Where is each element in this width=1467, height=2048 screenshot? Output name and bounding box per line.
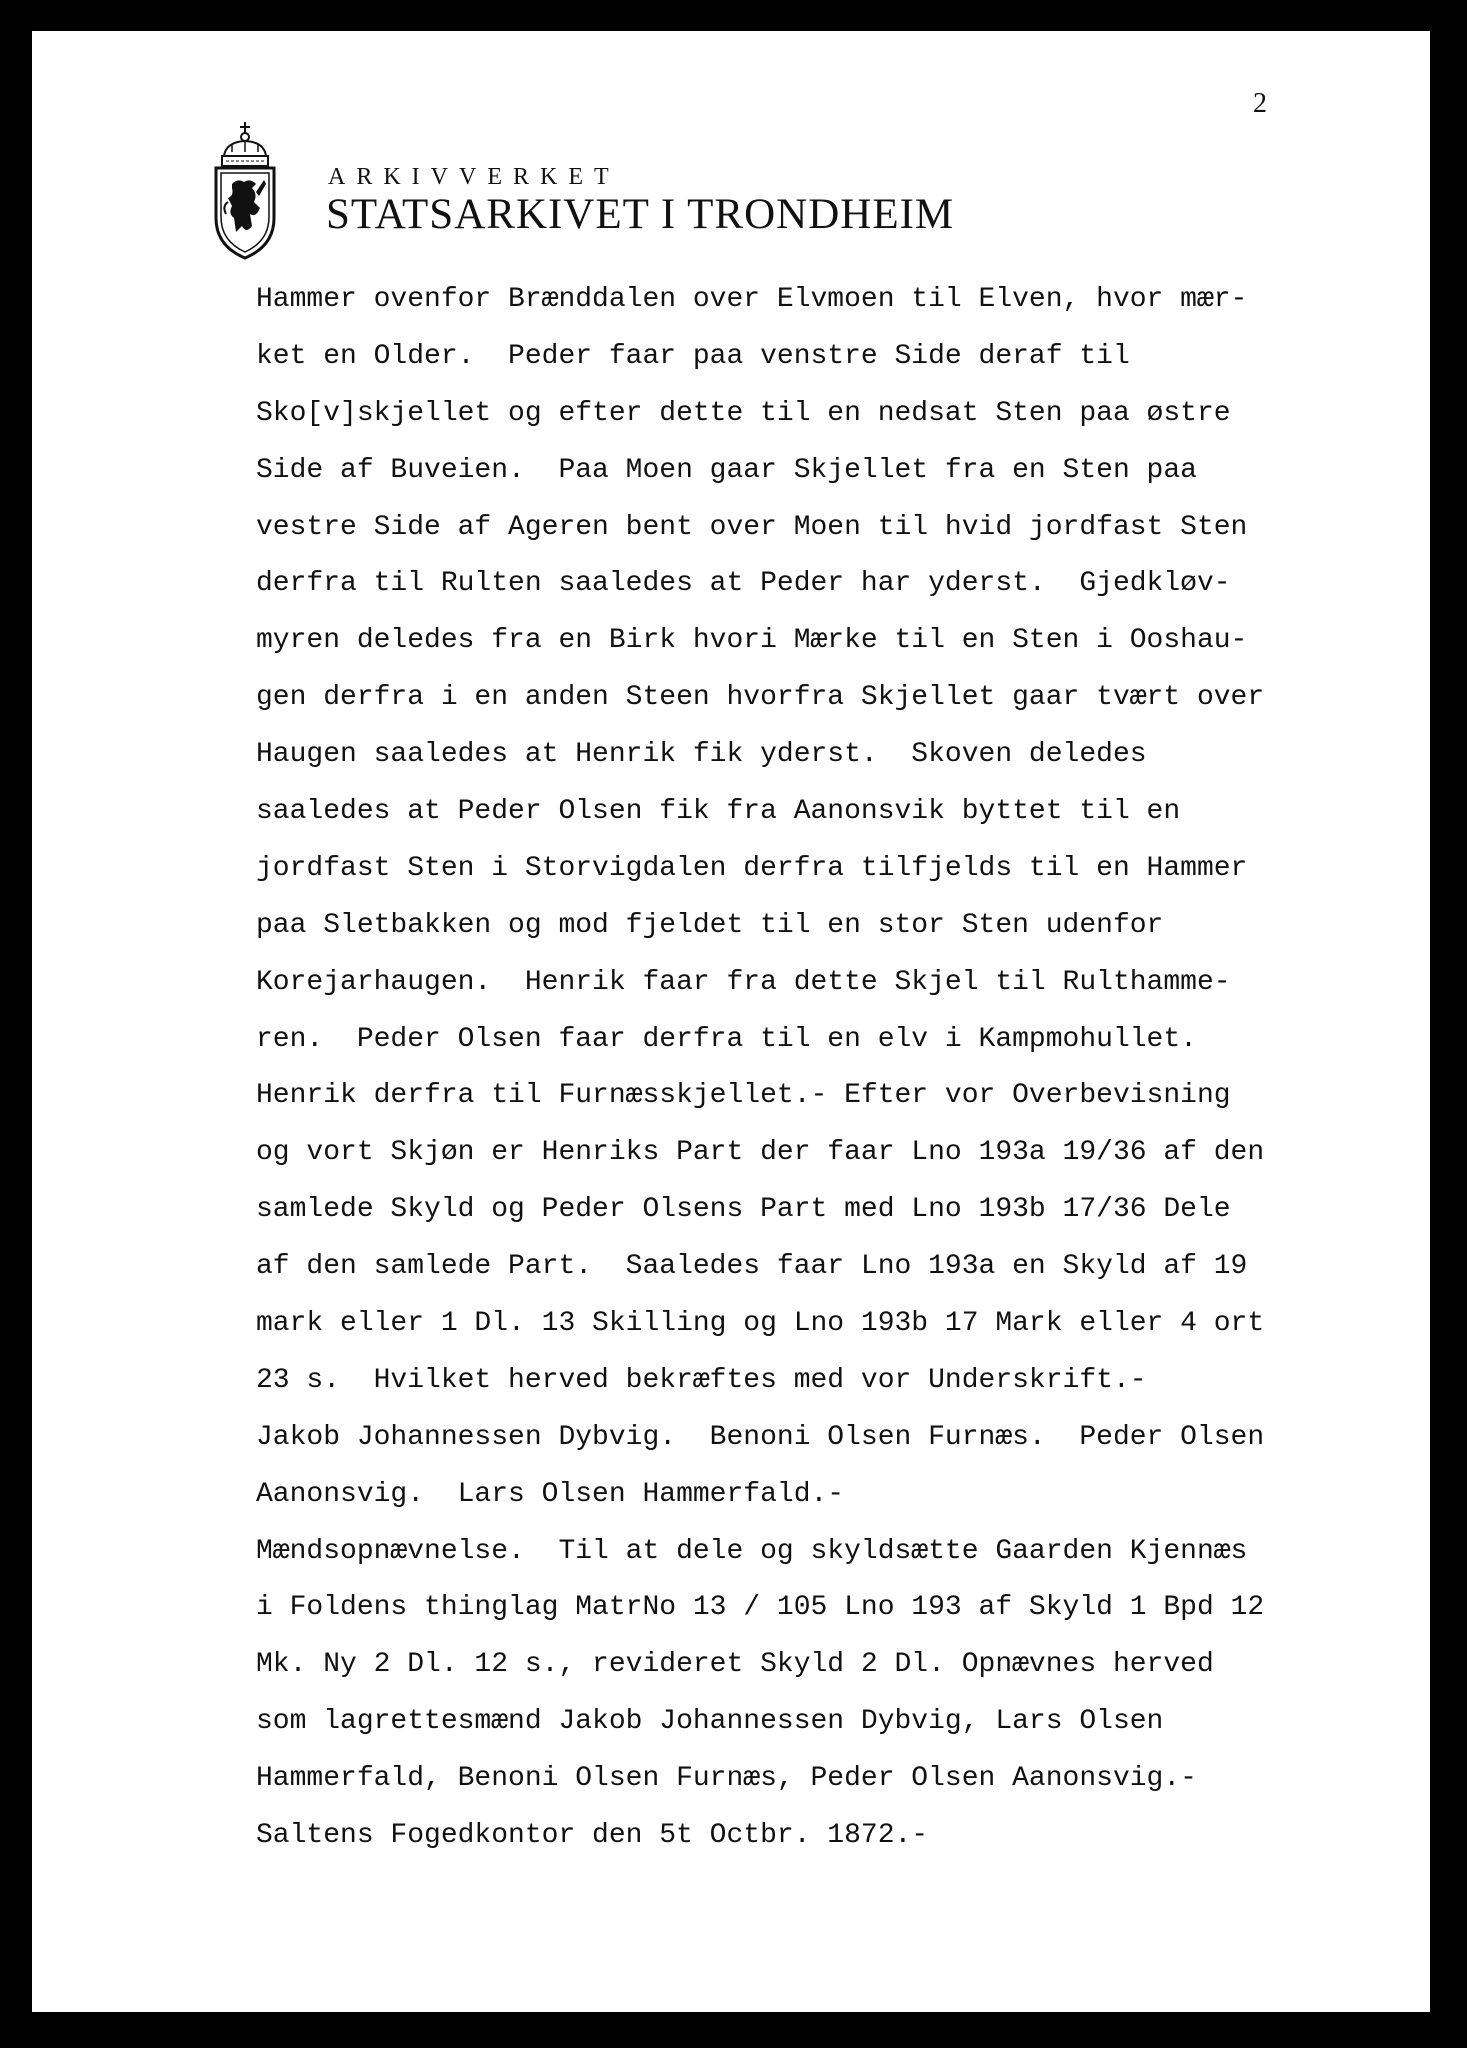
archive-name-large: STATSARKIVET I TRONDHEIM	[326, 191, 955, 238]
text-line: Haugen saaledes at Henrik fik yderst. Skoven deledes	[256, 739, 1147, 771]
norwegian-coat-of-arms-icon	[212, 122, 282, 262]
text-line: Aanonsvig. Lars Olsen Hammerfald.-	[256, 1478, 845, 1510]
text-line: ren. Peder Olsen faar derfra til en elv i Kampmohullet.	[256, 1023, 1197, 1055]
text-line: Side af Buveien. Paa Moen gaar Skjellet fra en Sten paa	[256, 454, 1197, 486]
text-line: Mændsopnævnelse. Til at dele og skyldsætte Gaarden Kjennæs	[256, 1535, 1248, 1567]
text-line: gen derfra i en anden Steen hvorfra Skjellet gaar tvært over	[256, 682, 1265, 714]
transcription-body	[256, 280, 1296, 1873]
text-line: Hammer ovenfor Brænddalen over Elvmoen til Elven, hvor mær-	[256, 284, 1248, 315]
text-line: Sko[v]skjellet og efter dette til en nedsat Sten paa østre	[256, 397, 1231, 429]
page-number: 2	[1253, 88, 1267, 119]
text-line: jordfast Sten i Storvigdalen derfra tilfjelds til en Hammer	[256, 852, 1248, 884]
text-line: Mk. Ny 2 Dl. 12 s., revideret Skyld 2 Dl. Opnævnes herved	[256, 1649, 1214, 1681]
text-line: paa Sletbakken og mod fjeldet til en stor Sten udenfor	[256, 909, 1164, 941]
text-line: Hammerfald, Benoni Olsen Furnæs, Peder Olsen Aanonsvig.-	[256, 1763, 1197, 1795]
text-line: som lagrettesmænd Jakob Johannessen Dybvig, Lars Olsen	[256, 1706, 1164, 1738]
text-line: i Foldens thinglag MatrNo 13 / 105 Lno 193 af Skyld 1 Bpd 12	[256, 1592, 1265, 1624]
text-line: Saltens Fogedkontor den 5t Octbr. 1872.-	[256, 1820, 929, 1852]
text-line: og vort Skjøn er Henriks Part der faar Lno 193a 19/36 af den	[256, 1137, 1265, 1169]
text-line: mark eller 1 Dl. 13 Skilling og Lno 193b 17 Mark eller 4 ort	[256, 1308, 1265, 1340]
archive-header	[212, 122, 1112, 262]
text-line: Korejarhaugen. Henrik faar fra dette Skjel til Rulthamme-	[256, 966, 1231, 998]
text-line: Jakob Johannessen Dybvig. Benoni Olsen Furnæs. Peder Olsen	[256, 1421, 1265, 1453]
text-line: derfra til Rulten saaledes at Peder har yderst. Gjedkløv-	[256, 568, 1231, 600]
text-line: samlede Skyld og Peder Olsens Part med Lno 193b 17/36 Dele	[256, 1194, 1231, 1226]
text-line: vestre Side af Ageren bent over Moen til hvid jordfast Sten	[256, 511, 1248, 543]
text-line: Henrik derfra til Furnæsskjellet.- Efter vor Overbevisning	[256, 1080, 1231, 1112]
text-line: ket en Older. Peder faar paa venstre Side deraf til	[256, 340, 1130, 372]
text-line: myren deledes fra en Birk hvori Mærke til en Sten i Ooshau-	[256, 625, 1248, 657]
archive-name-small: ARKIVVERKET	[328, 164, 620, 190]
text-line: saaledes at Peder Olsen fik fra Aanonsvik byttet til en	[256, 796, 1181, 828]
text-line: af den samlede Part. Saaledes faar Lno 193a en Skyld af 19	[256, 1251, 1248, 1283]
text-line: 23 s. Hvilket herved bekræftes med vor Underskrift.-	[256, 1364, 1147, 1396]
